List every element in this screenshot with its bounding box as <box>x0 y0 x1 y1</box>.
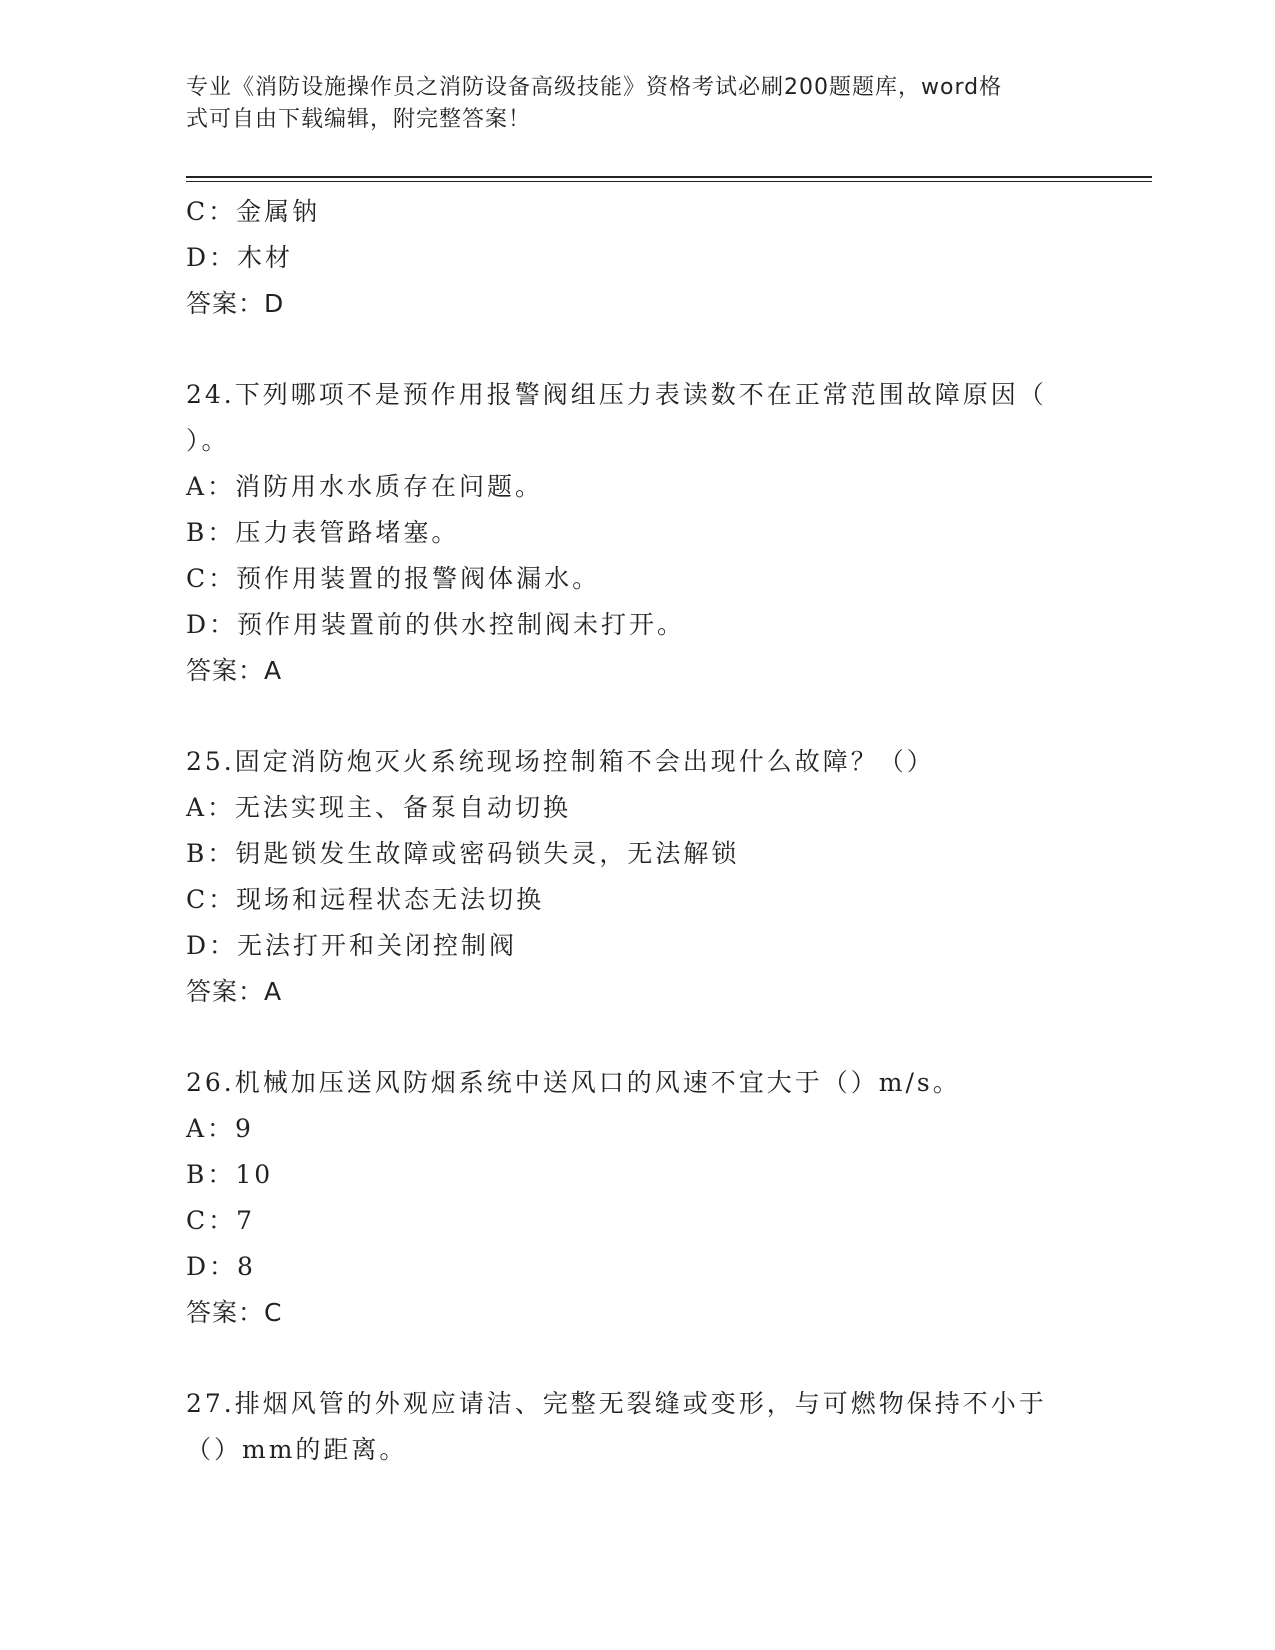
document-header <box>186 72 1066 136</box>
spacer <box>186 327 1086 372</box>
option-d: D：预作用装置前的供水控制阀未打开。 <box>186 610 686 639</box>
option-d: D：无法打开和关闭控制阀 <box>186 931 518 960</box>
spacer <box>186 694 1086 739</box>
header-rule-thin <box>186 181 1152 182</box>
spacer <box>186 1336 1086 1381</box>
question-text: 25.固定消防炮灭火系统现场控制箱不会出现什么故障？（） <box>186 747 935 776</box>
answer-line: 答案：D <box>186 289 285 318</box>
question-26 <box>186 1060 1086 1336</box>
option-a: A：无法实现主、备泵自动切换 <box>186 793 572 822</box>
question-text-continued: ）。 <box>186 426 230 455</box>
option-d: D：8 <box>186 1252 256 1281</box>
question-content <box>186 189 1086 1473</box>
option-c: C：现场和远程状态无法切换 <box>186 885 545 914</box>
answer-line: 答案：A <box>186 977 283 1006</box>
question-27 <box>186 1381 1086 1473</box>
question-25 <box>186 739 1086 1015</box>
question-text: 26.机械加压送风防烟系统中送风口的风速不宜大于（）m/s。 <box>186 1068 961 1097</box>
header-rule-thick <box>186 176 1152 178</box>
option-b: B：压力表管路堵塞。 <box>186 518 460 547</box>
spacer <box>186 1015 1086 1060</box>
answer-line: 答案：C <box>186 1298 283 1327</box>
option-c: C：7 <box>186 1206 256 1235</box>
question-text: 24.下列哪项不是预作用报警阀组压力表读数不在正常范围故障原因（ <box>186 380 1047 409</box>
answer-line: 答案：A <box>186 656 283 685</box>
option-b: B：钥匙锁发生故障或密码锁失灵，无法解锁 <box>186 839 740 868</box>
question-24 <box>186 372 1086 694</box>
option-a: A：9 <box>186 1114 254 1143</box>
option-a: A：消防用水水质存在问题。 <box>186 472 544 501</box>
question-text-continued: （）mm的距离。 <box>186 1435 408 1464</box>
option-c: C：预作用装置的报警阀体漏水。 <box>186 564 601 593</box>
question-23-tail <box>186 189 1086 327</box>
header-line-1: 专业《消防设施操作员之消防设备高级技能》资格考试必刷200题题库，word格 <box>186 75 1003 100</box>
question-text: 27.排烟风管的外观应请洁、完整无裂缝或变形，与可燃物保持不小于 <box>186 1389 1047 1418</box>
header-line-2: 式可自由下载编辑，附完整答案！ <box>186 107 532 132</box>
option-d: D：木材 <box>186 243 294 272</box>
option-c: C：金属钠 <box>186 197 321 226</box>
option-b: B：10 <box>186 1160 274 1189</box>
